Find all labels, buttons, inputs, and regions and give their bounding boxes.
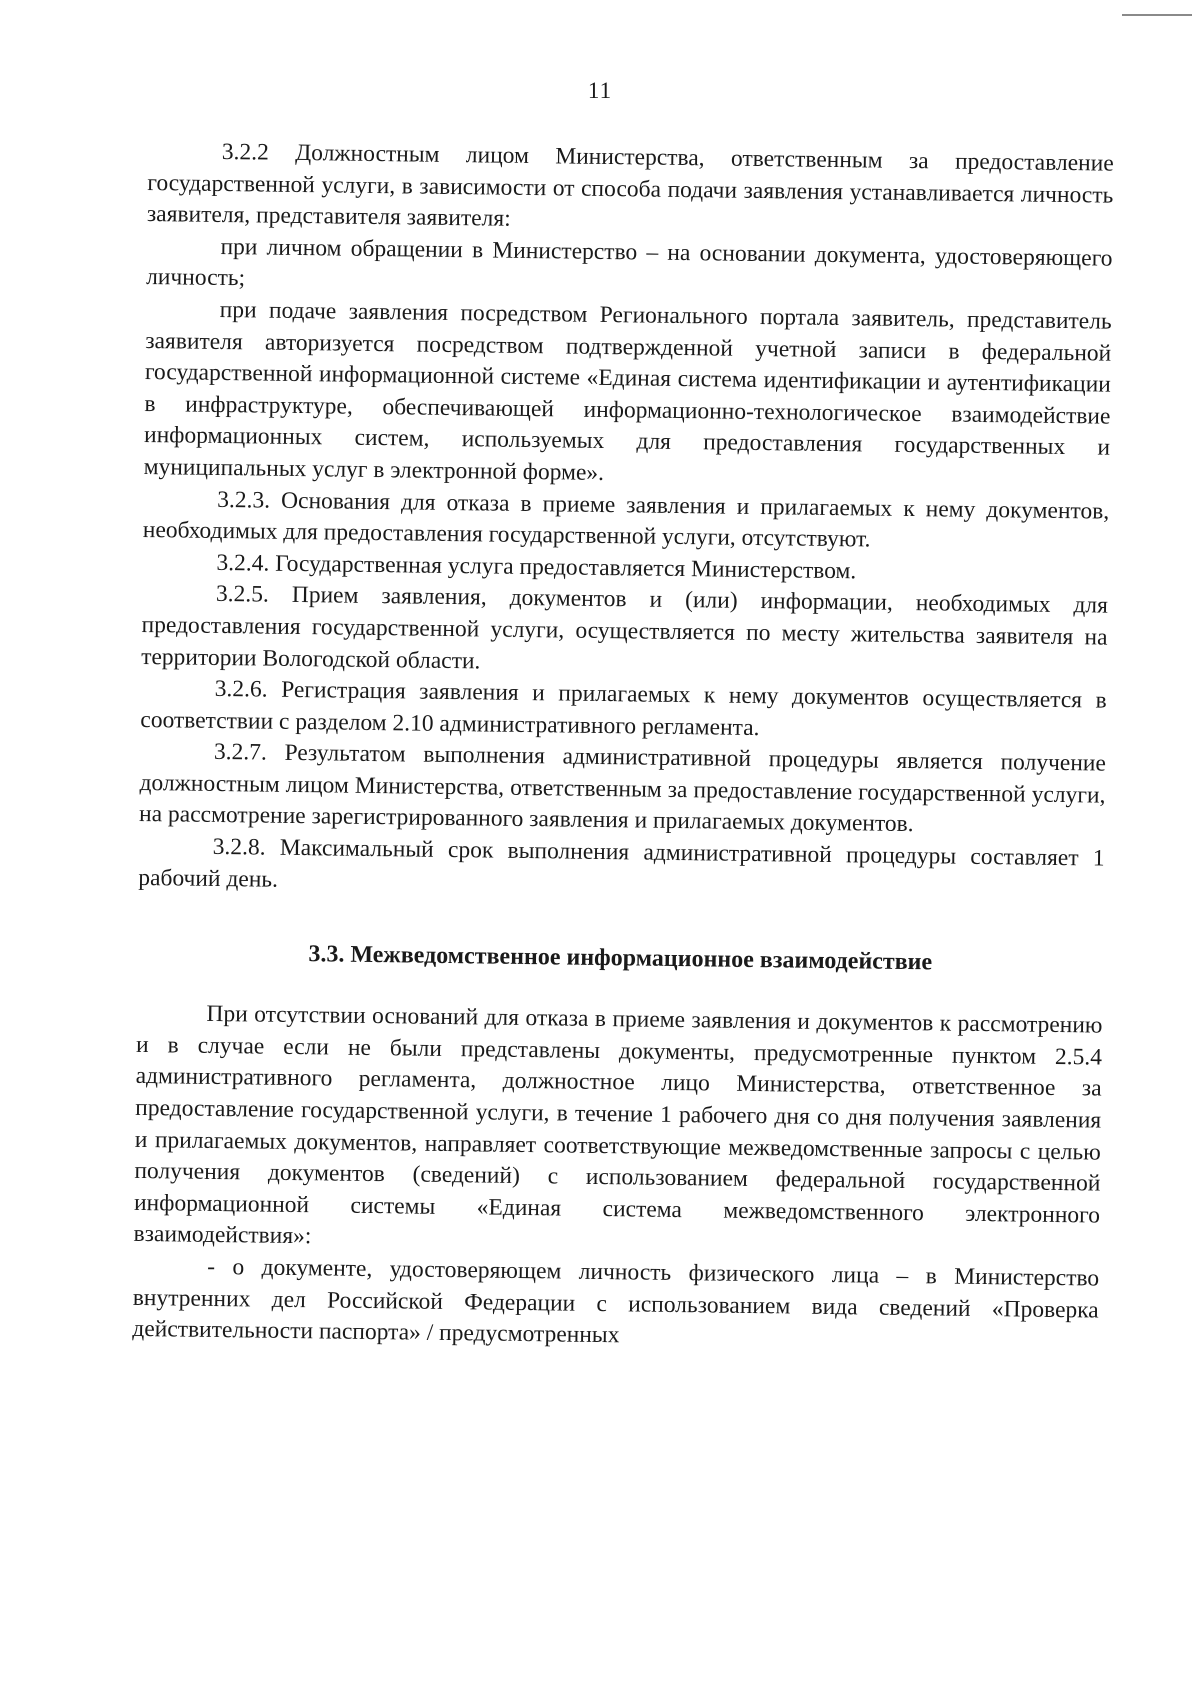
paragraph-3-2-7: 3.2.7. Результатом выполнения административной процедуры является получение должностным лицом Министерства, ответственным за предоставление государственной услуги, на рассмотрение зарегистрированного заявления и прилагаемых документов. (138, 739, 1107, 838)
paragraph-identity-document: - о документе, удостоверяющем личность физического лица – в Министерство внутренних дел Российской Федерации с использованием вида сведений «Проверка действительности паспорта» / предусмотренных (132, 1253, 1100, 1349)
paragraph-3-2-3: 3.2.3. Основания для отказа в приеме заявления и прилагаемых к нему документов, необходимых для предоставления государственной услуги, отсутствуют. (142, 486, 1110, 553)
paragraph-personal-visit: при личном обращении в Министерство – на основании документа, удостоверяющего личность; (145, 233, 1113, 292)
paragraph-3-2-2: 3.2.2 Должностным лицом Министерства, ответственным за предоставление государственной услуги, в зависимости от способа подачи заявления устанавливается личность заявителя, представителя заявителя: (146, 138, 1114, 232)
paragraph-3-2-4: 3.2.4. Государственная услуга предоставляется Министерством. (216, 549, 857, 585)
paragraph-interagency-requests: При отсутствии оснований для отказа в приеме заявления и документов к рассмотрению и в случае если не были представлены документы, предусмотренные пунктом 2.5.4 административного регламента, должностное лицо Министерства, ответственное за предоставление государственной услуги, в течение 1 рабочего дня со дня получения заявления и прилагаемых документов, направляет соответствующие межведомственные запросы с целью получения документов (сведений) с использованием федеральной государственной информационной системы «Единая система межведомственного электронного взаимодействия»: (133, 1001, 1103, 1250)
section-heading-3-3: 3.3. Межведомственное информационное взаимодействие (308, 941, 933, 976)
paragraph-3-2-5: 3.2.5. Прием заявления, документов и (или) информации, необходимых для предоставления государственной услуги, осуществляется по месту жительства заявителя на территории Вологодской области. (141, 581, 1109, 674)
document-body (132, 136, 1114, 1358)
paragraph-regional-portal: при подаче заявления посредством Регионального портала заявитель, представитель заявителя авторизуется посредством подтвержденной учетной записи в федеральной государственной информационной системе «Единая система идентификации и аутентификации в инфраструктуре, обеспечивающей информационно-технологическое взаимодействие информационных систем, используемых для предоставления государственных и муниципальных услуг в электронной форме». (143, 296, 1112, 486)
scan-edge-line (1122, 14, 1192, 16)
paragraph-3-2-8: 3.2.8. Максимальный срок выполнения административной процедуры составляет 1 рабочий день. (138, 833, 1105, 893)
page-number: 11 (587, 78, 613, 103)
paragraph-3-2-6: 3.2.6. Регистрация заявления и прилагаемых к нему документов осуществляется в соответствии с разделом 2.10 административного регламента. (140, 676, 1107, 741)
